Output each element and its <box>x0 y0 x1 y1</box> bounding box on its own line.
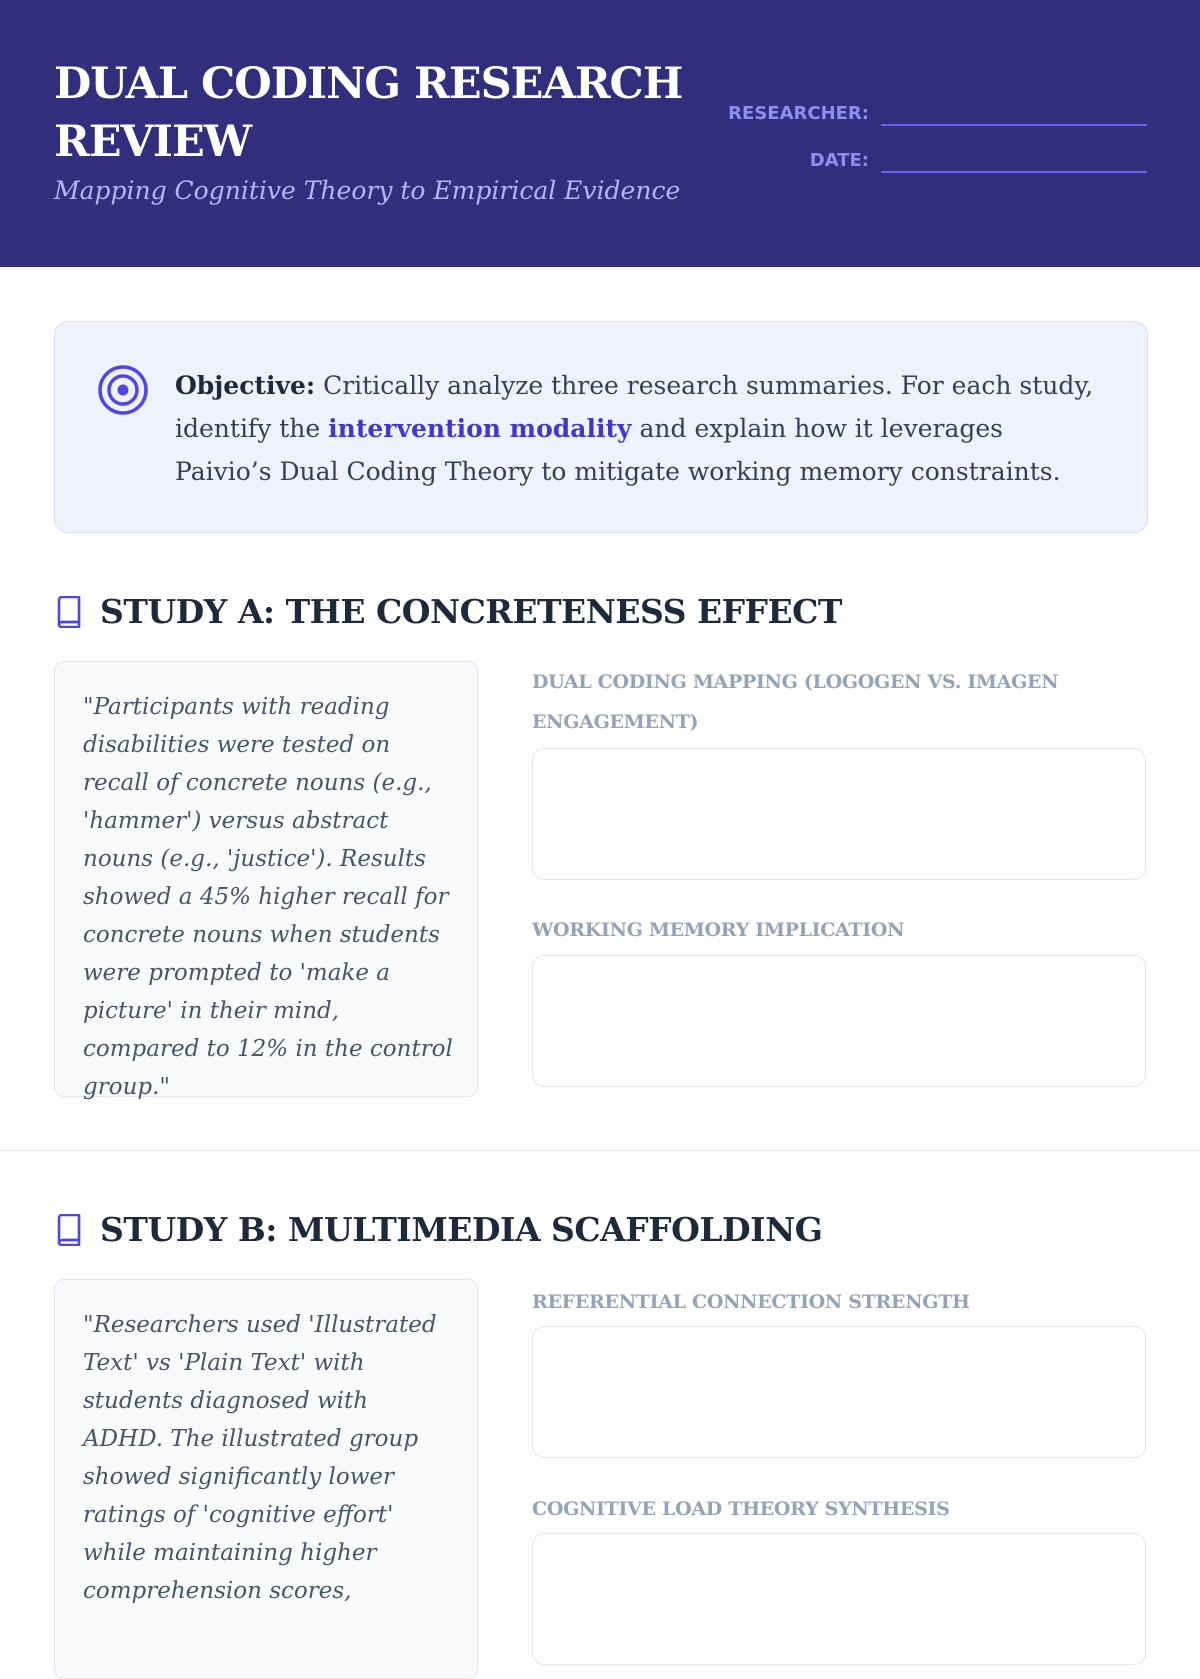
study-a-mapping-input[interactable] <box>532 748 1146 880</box>
study-b-referential-label: REFERENTIAL CONNECTION STRENGTH <box>532 1291 970 1313</box>
objective-box <box>54 321 1148 533</box>
study-b-summary-card <box>54 1279 478 1679</box>
study-b-cognitive-load-input[interactable] <box>532 1533 1146 1665</box>
page-header <box>0 0 1200 267</box>
objective-text-before: Critically analyze three research summaries. For each study, identify the <box>175 371 1094 443</box>
study-b-title: STUDY B: MULTIMEDIA SCAFFOLDING <box>100 1210 823 1249</box>
study-a-memory-label: WORKING MEMORY IMPLICATION <box>532 919 905 941</box>
objective-lead: Objective: <box>175 371 316 400</box>
page-subtitle: Mapping Cognitive Theory to Empirical Evidence <box>54 176 681 205</box>
researcher-label: RESEARCHER: <box>728 103 869 124</box>
date-row <box>727 143 1147 173</box>
researcher-field[interactable] <box>881 124 1147 126</box>
page-title: DUAL CODING RESEARCH REVIEW <box>54 59 683 167</box>
researcher-row <box>727 96 1147 126</box>
target-icon <box>97 364 149 416</box>
study-a-heading <box>54 588 1154 636</box>
study-a-summary-card <box>54 661 478 1100</box>
objective-text <box>175 364 1095 493</box>
objective-text-after: and explain how it leverages Paivio’s Dual Coding Theory to mitigate working memory constraints. <box>175 414 1061 486</box>
study-b-cognitive-load-label: COGNITIVE LOAD THEORY SYNTHESIS <box>532 1498 950 1520</box>
study-a-mapping-label: DUAL CODING MAPPING (LOGOGEN VS. IMAGEN ENGAGEMENT) <box>532 671 1059 733</box>
study-a-summary: "Participants with reading disabilities were tested on recall of concrete nouns (e.g., 'hammer') versus abstract nouns (e.g., 'justice'). Results showed a 45% higher recall for concrete nouns when students were prompted to 'make a picture' in their mind, compared to 12% in the control group." <box>83 694 453 1100</box>
book-icon <box>54 1214 84 1246</box>
book-icon <box>54 596 84 628</box>
study-b-summary: "Researchers used 'Illustrated Text' vs 'Plain Text' with students diagnosed with ADHD. The illustrated group showed significantly lower ratings of 'cognitive effort' while maintaining higher comprehension scores, <box>83 1312 437 1604</box>
date-label: DATE: <box>809 150 869 171</box>
date-field[interactable] <box>881 171 1147 173</box>
study-a-title: STUDY A: THE CONCRETENESS EFFECT <box>100 592 842 631</box>
study-b-referential-input[interactable] <box>532 1326 1146 1458</box>
study-b-heading <box>54 1206 1154 1254</box>
section-divider <box>0 1150 1200 1151</box>
objective-highlight: intervention modality <box>328 414 632 443</box>
study-a-memory-input[interactable] <box>532 955 1146 1087</box>
